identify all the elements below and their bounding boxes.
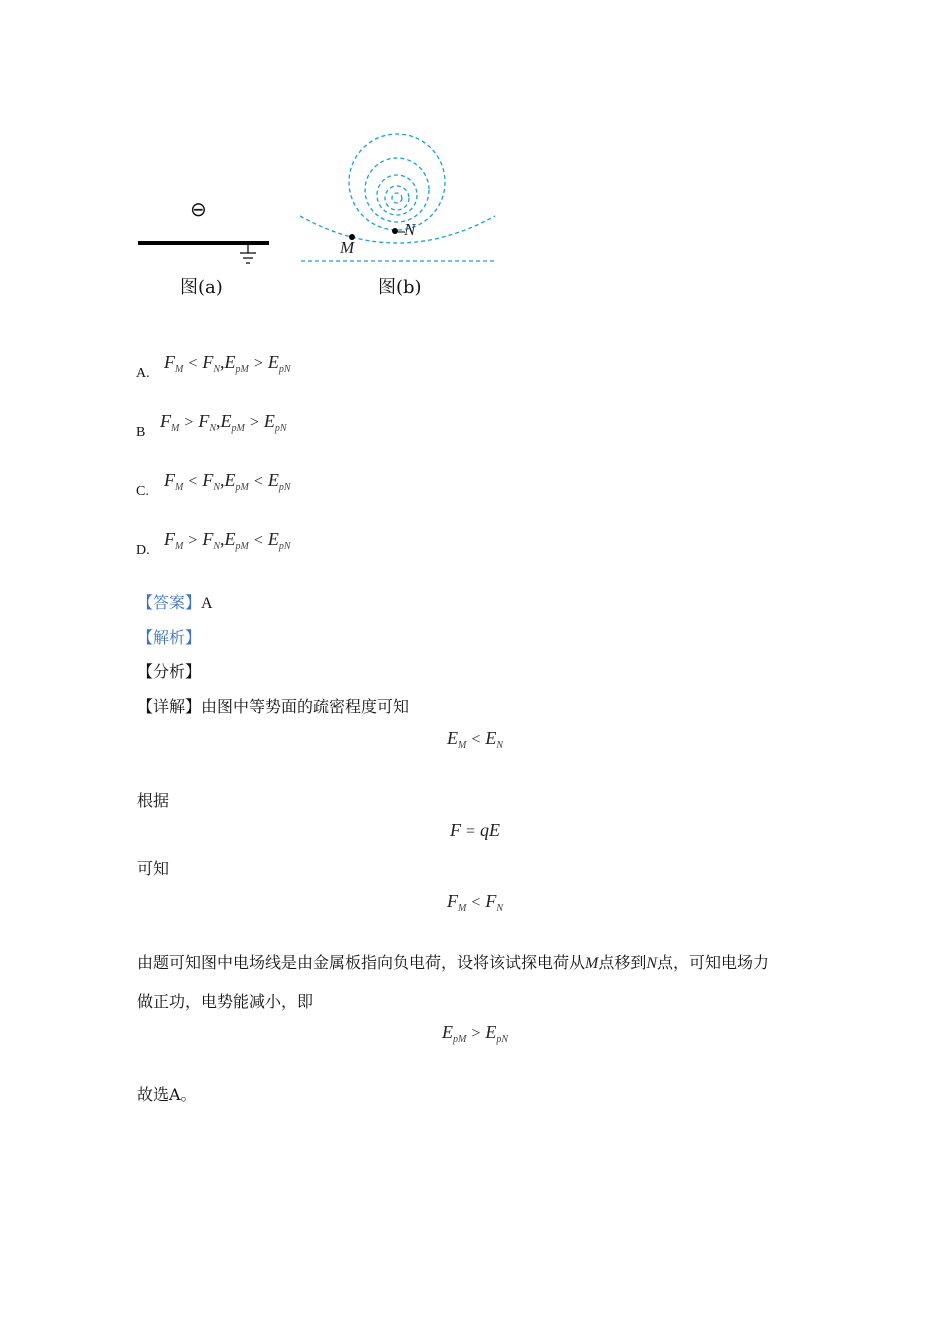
detail-text: 由图中等势面的疏密程度可知 [201,697,410,716]
answer-tag: 【答案】 [137,593,202,612]
answer-value: A [201,595,213,612]
option-letter: D. [136,543,150,558]
equation-3: $F_M < F_N$ [446,891,504,914]
negative-charge-symbol: ⊖ [190,197,207,221]
metal-plate-diagram [130,233,280,273]
equation-4: $E_{pM} > E_{pN}$ [441,1022,509,1045]
equipotential-circle-5 [392,193,402,203]
detail-line [137,694,409,717]
text-kezhi: 可知 [137,859,170,878]
analysis-tag: 【解析】 [137,628,202,647]
answer-line [137,590,213,613]
equipotential-circle-4 [385,186,409,210]
option-formula: $F_M > F_N,E_{pM} > E_{pN}$ [160,411,287,434]
figure-a [130,195,280,305]
equipotential-diagram [295,120,505,270]
figure-b [295,120,505,305]
figure-a-caption: 图(a) [180,277,223,298]
paragraph-line-1: 由题可知图中电场线是由金属板指向负电荷，设将该试探电荷从M点移到N点，可知电场力 [137,953,770,972]
figure-b-caption: 图(b) [378,277,422,298]
option-formula: $F_M < F_N,E_{pM} > E_{pN}$ [164,352,291,375]
option-formula: $F_M < F_N,E_{pM} < E_{pN}$ [164,470,291,493]
equation-1: $E_M < E_N$ [446,728,504,751]
option-letter: B [136,425,146,440]
conclusion: 故选A。 [137,1085,197,1104]
equipotential-circle-2 [365,158,429,222]
detail-tag: 【详解】 [137,697,202,716]
option-letter: A. [136,366,150,381]
option-formula: $F_M > F_N,E_{pM} < E_{pN}$ [164,529,291,552]
paragraph-line-2: 做正功，电势能减小，即 [137,992,314,1011]
text-genju: 根据 [137,791,170,810]
equation-2: F = qE [449,820,501,840]
option-letter: C. [136,484,149,499]
equipotential-circle-3 [377,175,417,215]
point-n-label: N [404,220,416,239]
fenxi-tag: 【分析】 [137,662,202,681]
point-m-label: M [340,238,355,257]
point-n-dot [392,228,398,234]
